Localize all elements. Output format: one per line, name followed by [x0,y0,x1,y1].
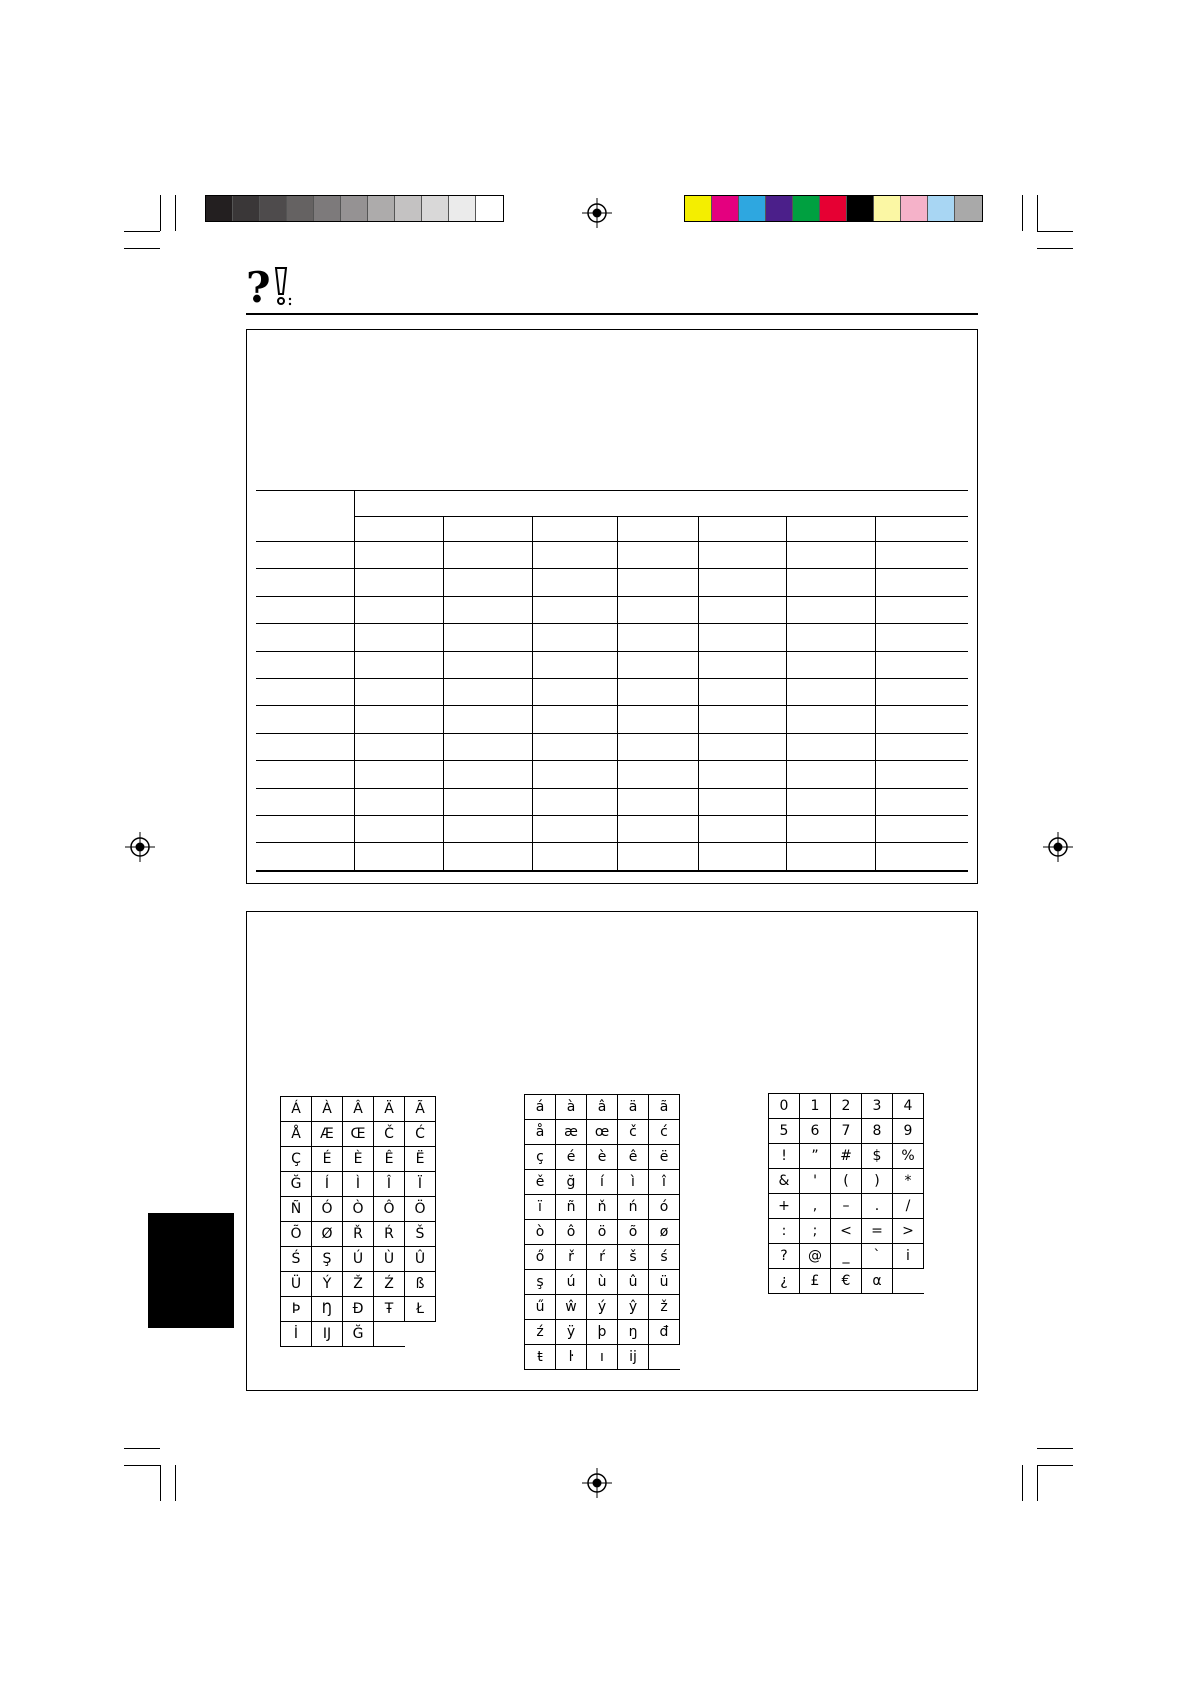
table-bottom-rule [256,870,968,872]
crop-mark [1037,1465,1073,1466]
character-cell: ò [525,1220,556,1245]
crop-mark [1037,248,1073,249]
character-cell: č [618,1120,649,1145]
crop-mark [175,1465,176,1501]
table-panel [246,329,978,884]
character-cell: 9 [893,1119,924,1144]
character-cell: Ĳ [312,1322,343,1347]
character-cell: Þ [281,1297,312,1322]
character-row [769,1169,924,1194]
table-row-rule [256,842,968,843]
color-swatch [847,196,874,221]
character-cell: Ŕ [374,1222,405,1247]
character-cell: , [800,1194,831,1219]
character-cell: â [587,1095,618,1120]
character-cell: ô [556,1220,587,1245]
character-cell: È [343,1147,374,1172]
character-row [281,1272,436,1297]
character-cell: Ò [343,1197,374,1222]
character-cell: 4 [893,1094,924,1119]
character-row [525,1245,680,1270]
character-row [281,1297,436,1322]
character-cell: ş [525,1270,556,1295]
section-tab [148,1213,234,1328]
character-cell: ù [587,1270,618,1295]
character-cell: ó [649,1195,680,1220]
character-cell: Å [281,1122,312,1147]
crop-mark [1037,1448,1073,1449]
character-cell: _ [831,1244,862,1269]
character-cell: ý [587,1295,618,1320]
character-cell: ã [649,1095,680,1120]
character-cell: 0 [769,1094,800,1119]
table-column-rule [698,516,699,870]
character-row [525,1345,680,1370]
character-cell: Õ [281,1222,312,1247]
character-cell: : [769,1219,800,1244]
color-swatch [766,196,793,221]
character-cell: Ł [405,1297,436,1322]
character-cell [374,1322,405,1347]
character-cell: ŵ [556,1295,587,1320]
character-cell: % [893,1144,924,1169]
color-swatch [260,196,287,221]
color-swatch [341,196,368,221]
character-cell: α [862,1269,893,1294]
character-cell: ê [618,1145,649,1170]
crop-mark [1022,195,1023,231]
character-cell: Ö [405,1197,436,1222]
color-swatch [739,196,766,221]
character-cell: ø [649,1220,680,1245]
color-swatch [712,196,739,221]
character-cell: ! [769,1144,800,1169]
character-cell: i [893,1244,924,1269]
table-column-rule [786,516,787,870]
character-cell: è [587,1145,618,1170]
character-cell: ` [862,1244,893,1269]
character-row [769,1269,924,1294]
character-cell: ÿ [556,1320,587,1345]
character-cell: ŕ [587,1245,618,1270]
header-rule [246,313,978,315]
character-cell: Ç [281,1147,312,1172]
character-cell: í [587,1170,618,1195]
color-swatch [793,196,820,221]
character-row [281,1197,436,1222]
character-cell: ŀ [556,1345,587,1370]
color-swatch [874,196,901,221]
gray-calibration-bar [205,195,504,222]
character-cell: = [862,1219,893,1244]
character-cell: à [556,1095,587,1120]
table-row-rule [256,568,968,569]
color-swatch [955,196,982,221]
character-cell: œ [587,1120,618,1145]
character-cell: É [312,1147,343,1172]
character-cell: & [769,1169,800,1194]
character-cell: + [769,1194,800,1219]
character-row [525,1220,680,1245]
color-swatch [422,196,449,221]
color-swatch [314,196,341,221]
registration-mark-icon [125,832,155,862]
character-cell: ž [649,1295,680,1320]
table-row-rule [256,760,968,761]
table-row-rule [256,623,968,624]
character-cell: ŷ [618,1295,649,1320]
character-cell: ¿ [769,1269,800,1294]
character-cell: 5 [769,1119,800,1144]
character-cell: ç [525,1145,556,1170]
crop-mark [1037,195,1038,231]
character-cell: Ź [374,1272,405,1297]
character-cell: Ê [374,1147,405,1172]
character-row [525,1320,680,1345]
table-column-rule [617,516,618,870]
character-cell: Ý [312,1272,343,1297]
character-cell: Ë [405,1147,436,1172]
character-cell: ; [800,1219,831,1244]
character-cell: ŧ [525,1345,556,1370]
character-row [281,1122,436,1147]
character-cell: ě [525,1170,556,1195]
character-cell: æ [556,1120,587,1145]
character-cell: ü [649,1270,680,1295]
character-row [281,1247,436,1272]
character-cell: ň [587,1195,618,1220]
color-swatch [206,196,233,221]
character-row [525,1195,680,1220]
crop-mark [124,1448,160,1449]
character-cell: Œ [343,1122,374,1147]
character-cell: ) [862,1169,893,1194]
character-cell: Ć [405,1122,436,1147]
character-cell: Ú [343,1247,374,1272]
crop-mark [124,231,160,232]
character-row [281,1147,436,1172]
crop-mark [124,248,160,249]
character-cell: ń [618,1195,649,1220]
character-cell: Ř [343,1222,374,1247]
character-cell: # [831,1144,862,1169]
character-cell: Ó [312,1197,343,1222]
crop-mark [1037,231,1073,232]
character-cell: Ś [281,1247,312,1272]
crop-mark [1037,1465,1038,1501]
character-cell: š [618,1245,649,1270]
character-cell: Ğ [281,1172,312,1197]
character-cell: 2 [831,1094,862,1119]
character-cell: õ [618,1220,649,1245]
character-cell: đ [649,1320,680,1345]
lowercase-character-table [524,1094,680,1370]
table-column-rule [354,490,355,870]
character-row [769,1219,924,1244]
character-cell: 1 [800,1094,831,1119]
character-cell: İ [281,1322,312,1347]
table-row-rule [256,541,968,542]
character-cell: Š [405,1222,436,1247]
character-cell: ? [769,1244,800,1269]
table-row-rule [256,596,968,597]
character-cell: î [649,1170,680,1195]
character-cell: ” [800,1144,831,1169]
registration-mark-icon [582,198,612,228]
character-cell: Č [374,1122,405,1147]
character-cell: Ù [374,1247,405,1272]
character-cell: é [556,1145,587,1170]
character-cell: > [893,1219,924,1244]
character-row [525,1170,680,1195]
character-cell: Ø [312,1222,343,1247]
character-cell: å [525,1120,556,1145]
character-cell: Ğ [343,1322,374,1347]
character-cell: ğ [556,1170,587,1195]
character-cell: Á [281,1097,312,1122]
character-row [769,1194,924,1219]
color-swatch [928,196,955,221]
crop-mark [1022,1465,1023,1501]
table-column-rule [532,516,533,870]
table-column-rule [443,516,444,870]
registration-mark-icon [582,1468,612,1498]
character-row [769,1144,924,1169]
character-cell: ë [649,1145,680,1170]
color-calibration-bar [684,195,983,222]
table-row-rule [256,815,968,816]
crop-mark [175,195,176,231]
character-cell: þ [587,1320,618,1345]
character-row [525,1095,680,1120]
character-cell: ö [587,1220,618,1245]
table-top-rule [256,490,968,491]
character-cell: Ŋ [312,1297,343,1322]
character-row [281,1322,436,1347]
character-cell: Ü [281,1272,312,1297]
character-row [525,1295,680,1320]
character-row [281,1097,436,1122]
character-cell: 3 [862,1094,893,1119]
character-cell: À [312,1097,343,1122]
color-swatch [685,196,712,221]
character-cell: ő [525,1245,556,1270]
character-cell: ř [556,1245,587,1270]
character-cell: $ [862,1144,893,1169]
color-swatch [368,196,395,221]
character-cell: £ [800,1269,831,1294]
character-row [525,1145,680,1170]
crop-mark [160,195,161,231]
character-row [769,1119,924,1144]
color-swatch [395,196,422,221]
character-cell: á [525,1095,556,1120]
color-swatch [233,196,260,221]
table-row-rule [256,733,968,734]
character-cell: < [831,1219,862,1244]
table-column-rule [875,516,876,870]
character-cell: ï [525,1195,556,1220]
svg-text:?: ? [246,264,271,308]
character-cell: / [893,1194,924,1219]
character-cell: ĳ [618,1345,649,1370]
character-row [525,1120,680,1145]
character-cell: Ä [374,1097,405,1122]
character-cell: Ì [343,1172,374,1197]
color-swatch [287,196,314,221]
character-cell: 7 [831,1119,862,1144]
table-row-rule [256,678,968,679]
character-row [769,1094,924,1119]
character-cell: ä [618,1095,649,1120]
crop-mark [160,1465,161,1501]
color-swatch [476,196,503,221]
character-cell: Ş [312,1247,343,1272]
character-cell: Đ [343,1297,374,1322]
character-cell: Ž [343,1272,374,1297]
character-cell: Ï [405,1172,436,1197]
registration-mark-icon [1043,832,1073,862]
character-cell: û [618,1270,649,1295]
table-row-rule [256,705,968,706]
character-cell: – [831,1194,862,1219]
character-row [769,1244,924,1269]
character-cell: ì [618,1170,649,1195]
character-cell: 6 [800,1119,831,1144]
character-cell: ű [525,1295,556,1320]
character-cell: . [862,1194,893,1219]
table-row-rule [256,788,968,789]
character-row [281,1222,436,1247]
color-swatch [820,196,847,221]
character-cell: ı [587,1345,618,1370]
character-cell: Ô [374,1197,405,1222]
character-cell: Í [312,1172,343,1197]
character-cell [893,1269,924,1294]
character-cell: Î [374,1172,405,1197]
uppercase-character-table [280,1096,436,1347]
character-cell: ß [405,1272,436,1297]
character-cell: @ [800,1244,831,1269]
character-cell: * [893,1169,924,1194]
character-cell [649,1345,680,1370]
character-cell: Æ [312,1122,343,1147]
character-cell: € [831,1269,862,1294]
character-row [525,1270,680,1295]
character-cell: ś [649,1245,680,1270]
character-row [281,1172,436,1197]
color-swatch [901,196,928,221]
crop-mark [124,1465,160,1466]
character-cell: ñ [556,1195,587,1220]
character-cell: ź [525,1320,556,1345]
character-cell: Ã [405,1097,436,1122]
color-swatch [449,196,476,221]
character-cell: Ŧ [374,1297,405,1322]
character-cell: ć [649,1120,680,1145]
character-cell: Â [343,1097,374,1122]
character-cell: Û [405,1247,436,1272]
question-exclamation-icon [246,264,306,308]
symbol-character-table [768,1093,924,1294]
character-cell: 8 [862,1119,893,1144]
character-cell: ŋ [618,1320,649,1345]
character-cell: ( [831,1169,862,1194]
character-cell: ú [556,1270,587,1295]
table-row-rule [256,651,968,652]
character-cell: Ñ [281,1197,312,1222]
character-cell: ' [800,1169,831,1194]
